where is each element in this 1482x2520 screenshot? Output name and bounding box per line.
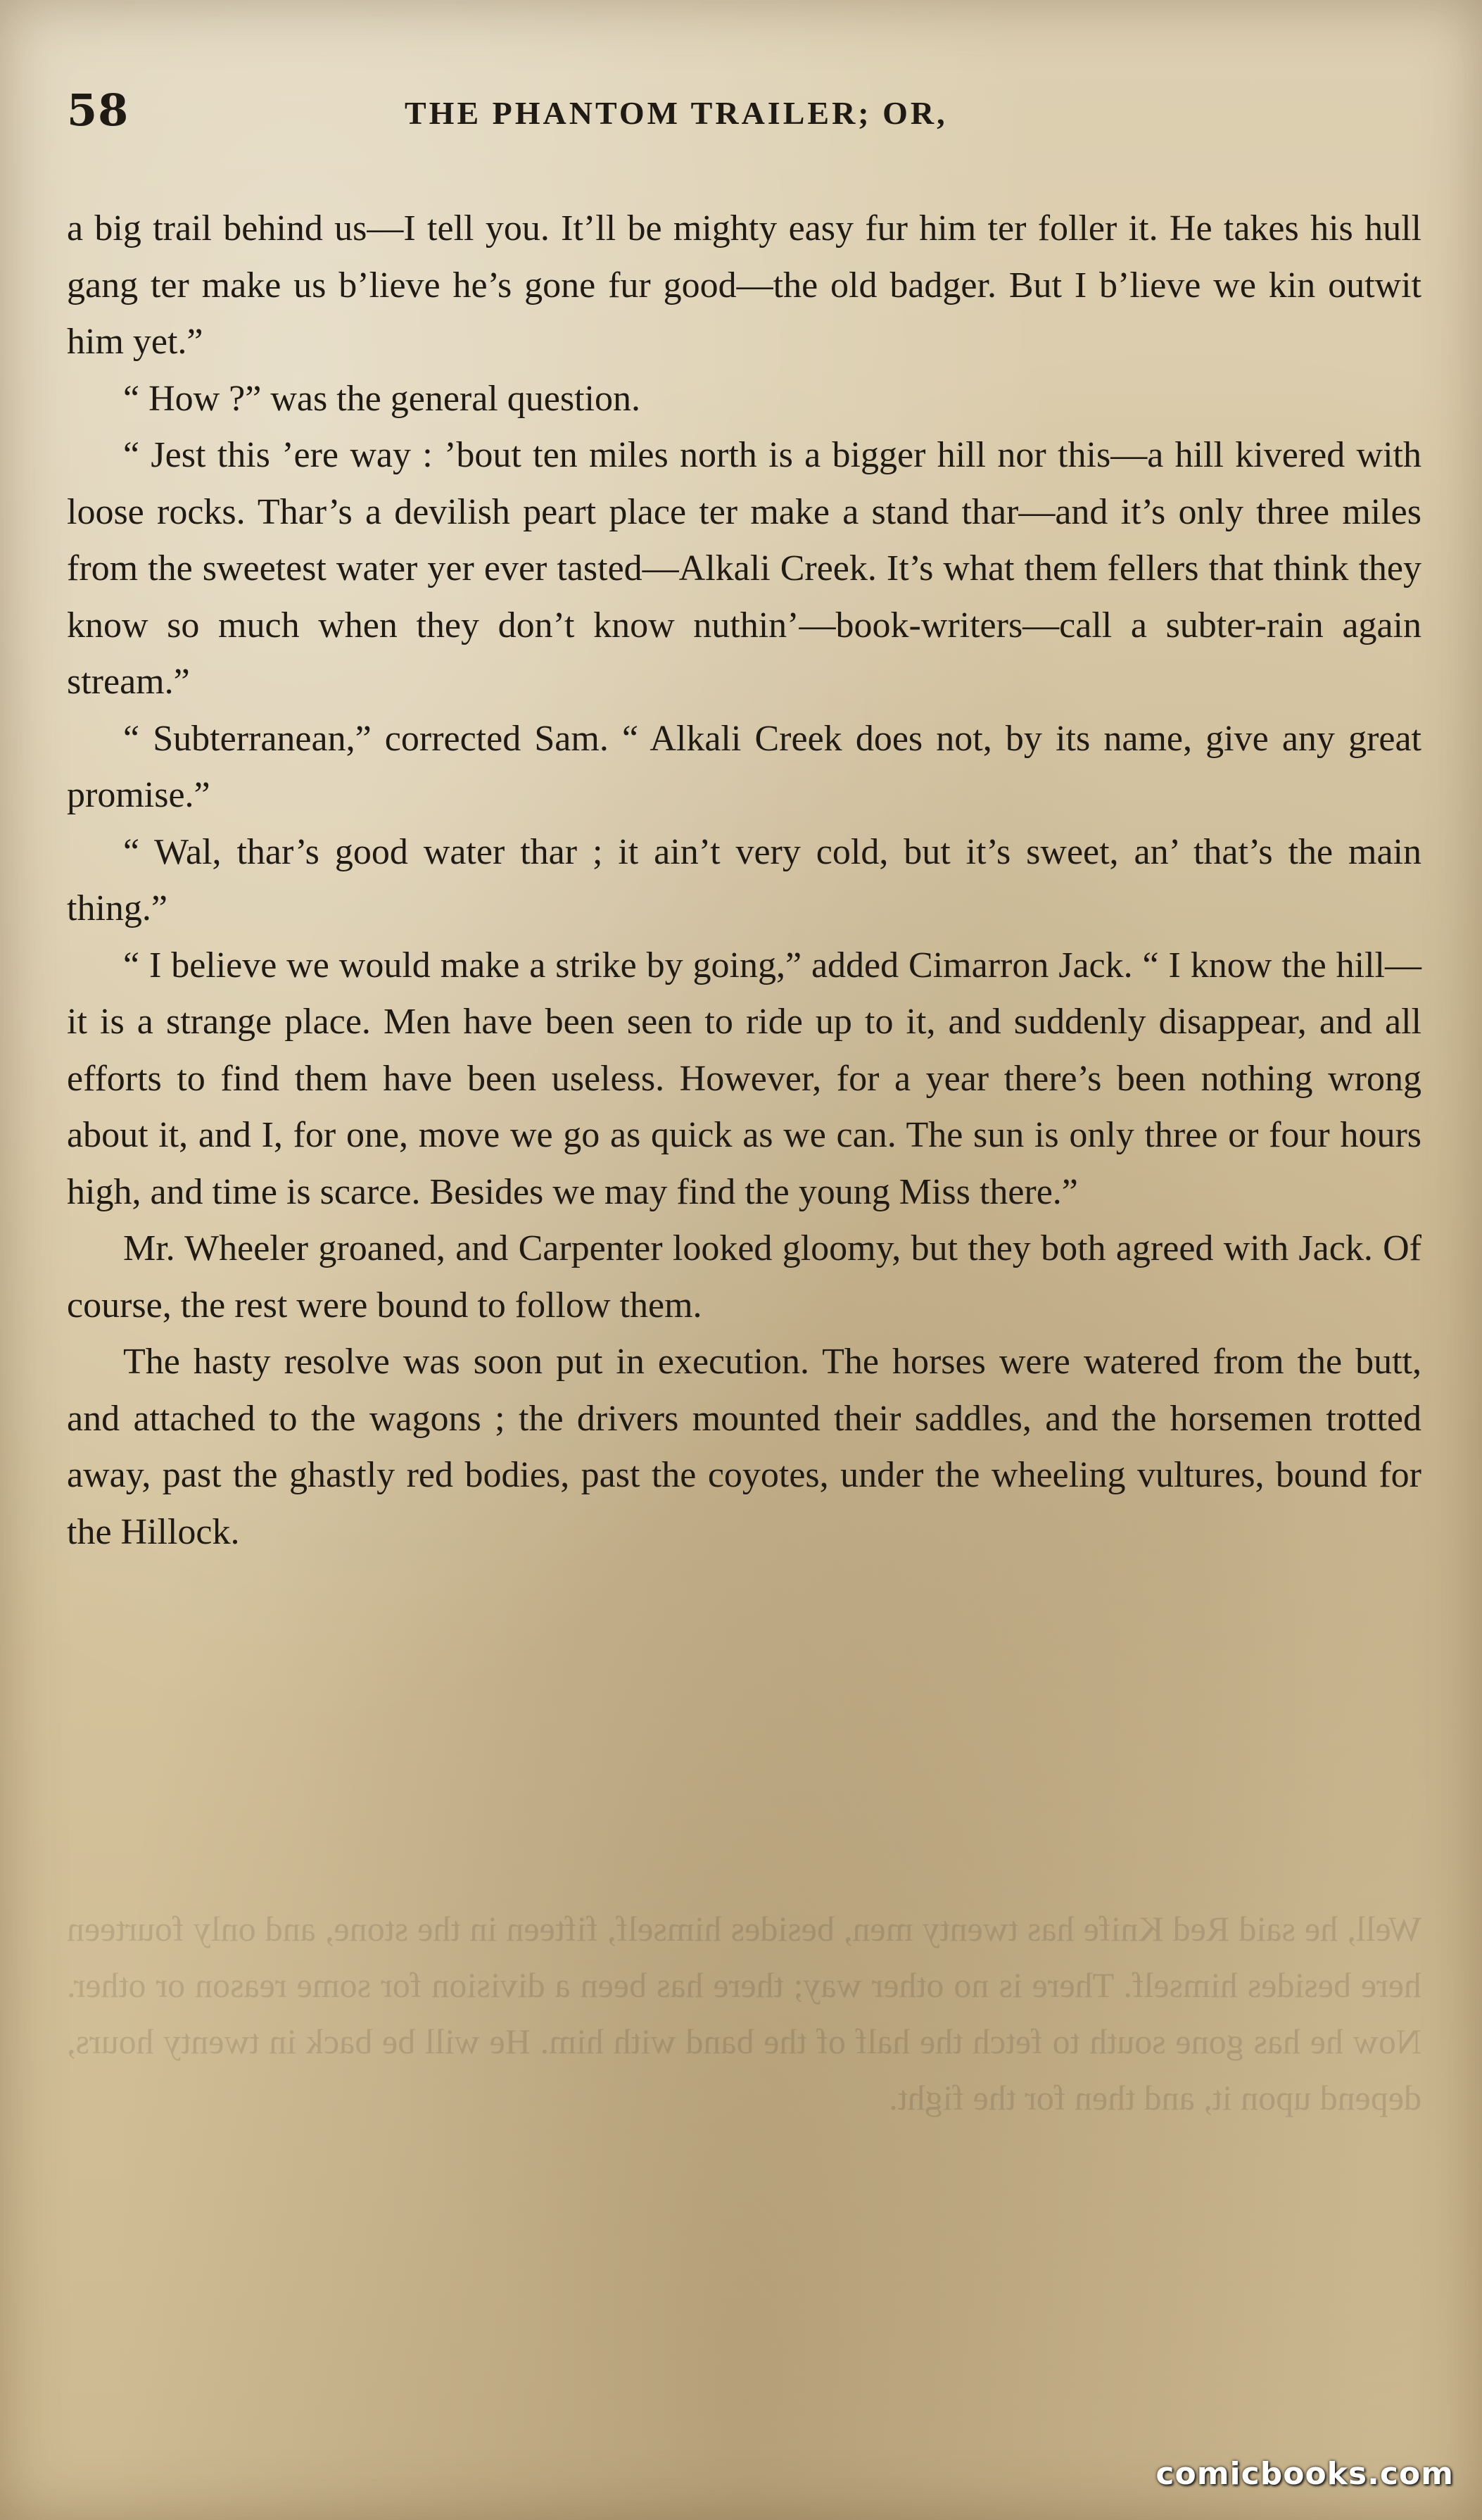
page-number: 58 bbox=[67, 84, 129, 136]
paragraph-4: “ Subterranean,” corrected Sam. “ Alkali Creek does not, by its name, give any great promise.” bbox=[67, 718, 1421, 815]
paragraph-7: Mr. Wheeler groaned, and Carpenter looked gloomy, but they both agreed with Jack. Of course, the rest were bound to follow them. bbox=[67, 1228, 1421, 1325]
show-through-text: Well, he said Red Knife has twenty men, besides himself, fifteen in the stone, and only fourteen here besides himself. There is no other way; there has been a division for some reason or other. Now he has gone south to fetch the half of the band with him. He will be back in twenty hours, depend upon it, and then for the fight. bbox=[67, 1909, 1421, 2117]
paragraph-2: “ How ?” was the general question. bbox=[123, 378, 640, 419]
page-header bbox=[67, 84, 1421, 141]
paragraph-5: “ Wal, thar’s good water thar ; it ain’t very cold, but it’s sweet, an’ that’s the main thing.” bbox=[67, 831, 1421, 928]
paragraph-3: “ Jest this ’ere way : ’bout ten miles north is a bigger hill nor this—a hill kivered with loose rocks. Thar’s a devilish peart place ter make a stand thar—and it’s only three miles from the sweetest water yer ever tasted—Alkali Creek. It’s what them fellers that think they know so much when they don’t know nuthin’—book-writers—call a subter-rain again stream.” bbox=[67, 435, 1421, 702]
paragraph-8: The hasty resolve was soon put in execution. The horses were watered from the butt, and attached to the wagons ; the drivers mounted their saddles, and the horsemen trotted away, past the ghastly red bodies, past the coyotes, under the wheeling vultures, bound for the Hillock. bbox=[67, 1342, 1421, 1552]
running-title: THE PHANTOM TRAILER; OR, bbox=[405, 95, 948, 131]
paragraph-6: “ I believe we would make a strike by going,” added Cimarron Jack. “ I know the hill—it is a strange place. Men have been seen to ride up to it, and suddenly disappear, and all efforts to find them have been useless. However, for a year there’s been nothing wrong about it, and I, for one, move we go as quick as we can. The sun is only three or four hours high, and time is scarce. Besides we may find the young Miss there.” bbox=[67, 945, 1421, 1212]
watermark: comicbooks.com bbox=[1155, 2456, 1454, 2492]
paragraph-1: a big trail behind us—I tell you. It’ll be mighty easy fur him ter foller it. He takes his hull gang ter make us b’lieve he’s gone fur good—the old badger. But I b’lieve we kin outwit him yet.” bbox=[67, 208, 1421, 362]
body-text bbox=[67, 201, 1421, 1561]
